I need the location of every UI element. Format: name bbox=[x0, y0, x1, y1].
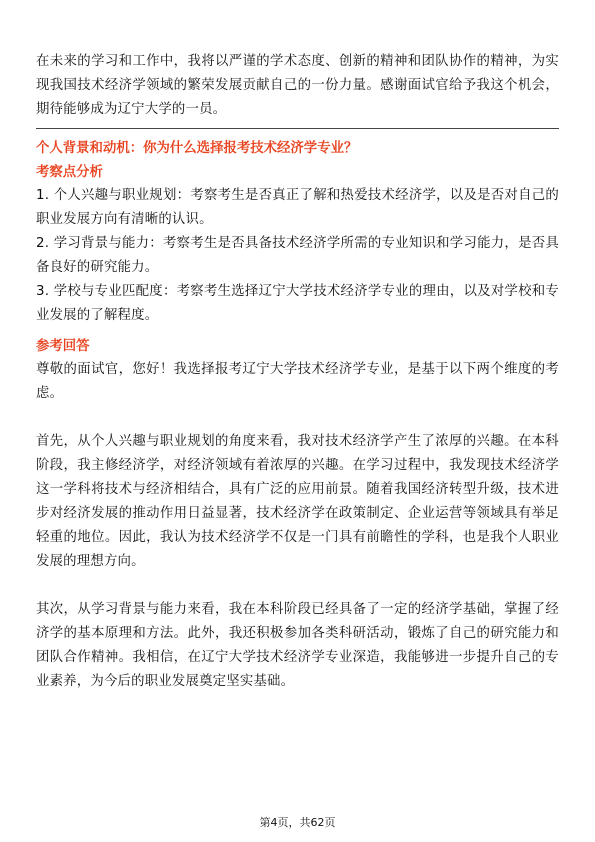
section-title: 个人背景和动机：你为什么选择报考技术经济学专业？ bbox=[36, 141, 358, 156]
answer-paragraph-3: 其次，从学习背景与能力来看，我在本科阶段已经具备了一定的经济学基础，掌握了经济学的基本原理和方法。此外，我还积极参加各类科研活动，锻炼了自己的研究能力和团队合作精神。我相信，在辽宁大学技术经济学专业深造，我能够进一步提升自己的专业素养，为今后的职业发展奠定坚实基础。 bbox=[36, 602, 559, 689]
analysis-point-3: 3. 学校与专业匹配度：考察考生选择辽宁大学技术经济学专业的理由，以及对学校和专业发展的了解程度。 bbox=[36, 284, 559, 323]
answer-heading: 参考回答 bbox=[36, 339, 90, 354]
page-number: 第4页，共62页 bbox=[259, 816, 336, 829]
analysis-point-2: 2. 学习背景与能力：考察考生是否具备技术经济学所需的专业知识和学习能力，是否具备良好的研究能力。 bbox=[36, 236, 559, 275]
paragraph-gap bbox=[36, 574, 559, 598]
answer-paragraph-2: 首先，从个人兴趣与职业规划的角度来看，我对技术经济学产生了浓厚的兴趣。在本科阶段，我主修经济学，对经济领域有着浓厚的兴趣。在学习过程中，我发现技术经济学这一学科将技术与经济相结合，具有广泛的应用前景。随着我国经济转型升级，技术进步对经济发展的推动作用日益显著，技术经济学在政策制定、企业运营等领域具有举足轻重的地位。因此，我认为技术经济学不仅是一门具有前瞻性的学科，也是我个人职业发展的理想方向。 bbox=[36, 434, 559, 569]
paragraph-gap bbox=[36, 406, 559, 430]
section-divider bbox=[36, 128, 559, 129]
analysis-point-1: 1. 个人兴趣与职业规划：考察考生是否真正了解和热爱技术经济学，以及是否对自己的职业发展方向有清晰的认识。 bbox=[36, 188, 559, 227]
analysis-heading: 考察点分析 bbox=[36, 165, 103, 180]
page-content bbox=[36, 50, 559, 694]
answer-paragraph-1: 尊敬的面试官，您好！我选择报考辽宁大学技术经济学专业，是基于以下两个维度的考虑。 bbox=[36, 362, 559, 401]
intro-paragraph: 在未来的学习和工作中，我将以严谨的学术态度、创新的精神和团队协作的精神，为实现我国技术经济学领域的繁荣发展贡献自己的一份力量。感谢面试官给予我这个机会，期待能够成为辽宁大学的一员。 bbox=[36, 54, 559, 117]
